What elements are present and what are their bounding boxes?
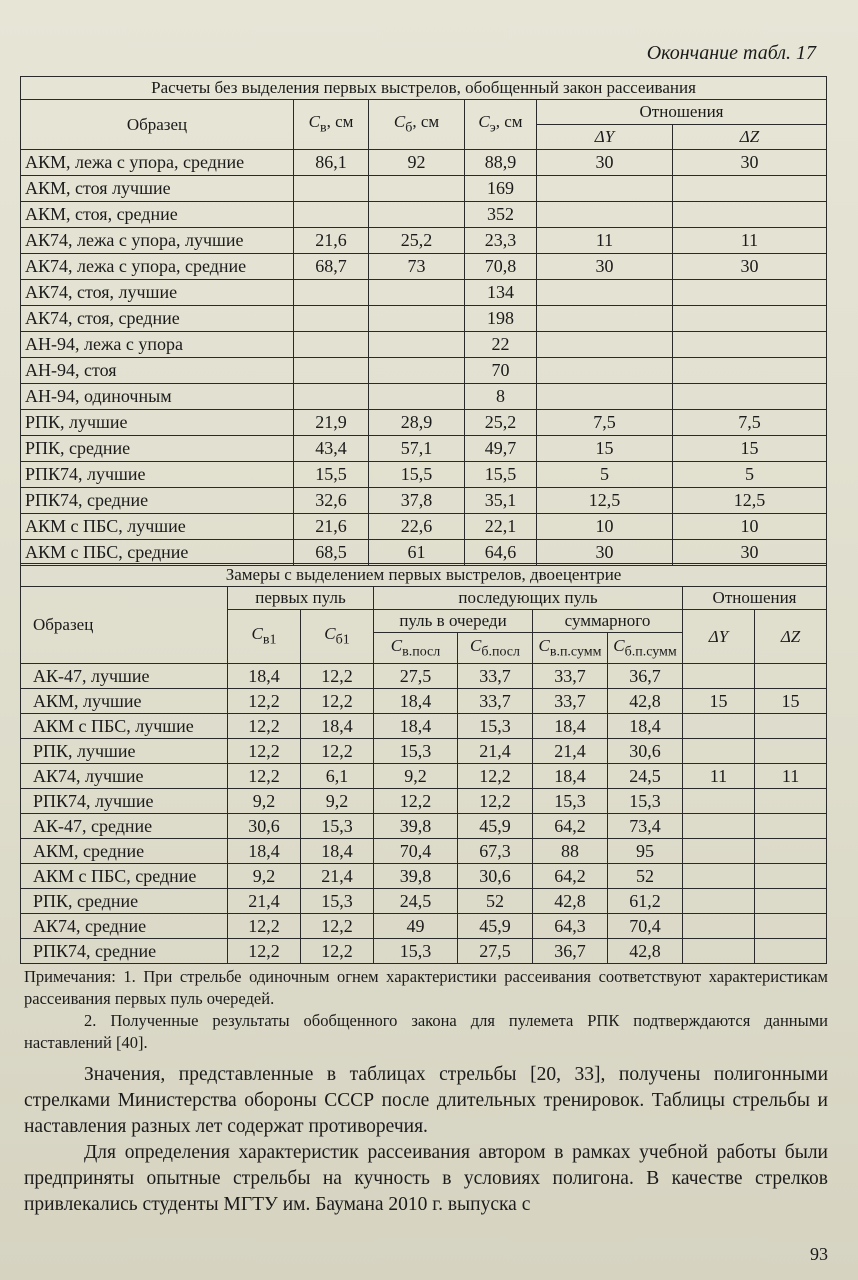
cell-cv: [294, 280, 369, 306]
row-label: РПК74, лучшие: [21, 462, 294, 488]
cell-cvpos: 12,2: [374, 789, 458, 814]
cell-cv: 32,6: [294, 488, 369, 514]
table-row: [21, 436, 827, 462]
cell-dy: [683, 789, 755, 814]
cell-cv1: 9,2: [228, 789, 301, 814]
cell-cbpos: 30,6: [458, 864, 533, 889]
cell-cvsum: 21,4: [533, 739, 608, 764]
cell-dz: 15: [673, 436, 827, 462]
note-2: 2. Полученные результаты обобщенного закона для пулемета РПК подтверждаются данными наставлений [40].: [24, 1011, 828, 1052]
cell-cbpos: 12,2: [458, 764, 533, 789]
cell-dy: [683, 714, 755, 739]
row-label: АК74, лежа с упора, средние: [21, 254, 294, 280]
table-row: [21, 814, 827, 839]
cell-cv: [294, 176, 369, 202]
cell-cb1: 12,2: [301, 914, 374, 939]
cell-cbsum: 73,4: [608, 814, 683, 839]
cell-dz: 5: [673, 462, 827, 488]
table-row: [21, 462, 827, 488]
cell-cvsum: 64,3: [533, 914, 608, 939]
cell-cbsum: 36,7: [608, 664, 683, 689]
cell-dy: [683, 914, 755, 939]
cell-cbsum: 52: [608, 864, 683, 889]
table-row: [21, 358, 827, 384]
cell-cbsum: 24,5: [608, 764, 683, 789]
body-text: [24, 1062, 828, 1218]
cell-dz: [673, 306, 827, 332]
cell-cbsum: 61,2: [608, 889, 683, 914]
table2-header-cb1: $C_{б1}$: [301, 610, 374, 664]
cell-dz: 30: [673, 540, 827, 566]
row-label: АК74, лучшие: [21, 764, 228, 789]
cell-dy: [683, 889, 755, 914]
cell-cv: 21,9: [294, 410, 369, 436]
row-label: РПК74, средние: [21, 488, 294, 514]
cell-ce: 22,1: [465, 514, 537, 540]
row-label: АКМ с ПБС, средние: [21, 864, 228, 889]
table2-header-cvsum: $C_{в.п.сумм}$: [533, 633, 608, 664]
cell-dz: [755, 889, 827, 914]
cell-cbsum: 18,4: [608, 714, 683, 739]
cell-cv: 15,5: [294, 462, 369, 488]
cell-dz: 11: [673, 228, 827, 254]
cell-ce: 134: [465, 280, 537, 306]
cell-cb1: 12,2: [301, 739, 374, 764]
cell-cv1: 18,4: [228, 839, 301, 864]
table-row: [21, 202, 827, 228]
cell-cb1: 9,2: [301, 789, 374, 814]
cell-cv: 86,1: [294, 150, 369, 176]
cell-cvpos: 70,4: [374, 839, 458, 864]
cell-dz: 30: [673, 254, 827, 280]
cell-dz: [673, 202, 827, 228]
cell-cb: [369, 306, 465, 332]
cell-cvsum: 42,8: [533, 889, 608, 914]
cell-cb1: 15,3: [301, 889, 374, 914]
table-row: [21, 664, 827, 689]
cell-cb: 61: [369, 540, 465, 566]
cell-dy: 30: [537, 254, 673, 280]
cell-cbsum: 70,4: [608, 914, 683, 939]
row-label: АКМ, средние: [21, 839, 228, 864]
cell-cbsum: 42,8: [608, 939, 683, 964]
cell-dz: 15: [755, 689, 827, 714]
cell-ce: 70,8: [465, 254, 537, 280]
cell-cv: [294, 358, 369, 384]
table2-header-total: суммарного: [533, 610, 683, 633]
cell-ce: 88,9: [465, 150, 537, 176]
table-row: [21, 689, 827, 714]
cell-cb1: 12,2: [301, 664, 374, 689]
row-label: АК74, средние: [21, 914, 228, 939]
cell-cb1: 18,4: [301, 839, 374, 864]
cell-cb: [369, 176, 465, 202]
cell-cv: [294, 202, 369, 228]
cell-ce: 64,6: [465, 540, 537, 566]
table-row: [21, 839, 827, 864]
cell-ce: 35,1: [465, 488, 537, 514]
row-label: РПК, лучшие: [21, 410, 294, 436]
cell-cb: 37,8: [369, 488, 465, 514]
cell-dz: [755, 864, 827, 889]
table-continuation-caption: Окончание табл. 17: [646, 42, 816, 64]
cell-cvpos: 9,2: [374, 764, 458, 789]
row-label: РПК, средние: [21, 436, 294, 462]
cell-dy: [537, 280, 673, 306]
row-label: РПК74, лучшие: [21, 789, 228, 814]
cell-cbsum: 30,6: [608, 739, 683, 764]
cell-ce: 70: [465, 358, 537, 384]
cell-dy: [683, 739, 755, 764]
cell-cvpos: 15,3: [374, 939, 458, 964]
table-notes: [24, 966, 828, 1054]
cell-dy: 30: [537, 540, 673, 566]
table1-header-ratios: Отношения: [537, 100, 827, 125]
cell-dy: [537, 306, 673, 332]
row-label: АКМ, стоя, средние: [21, 202, 294, 228]
table1-header-sample: Образец: [21, 100, 294, 150]
cell-cvsum: 64,2: [533, 864, 608, 889]
cell-cvpos: 18,4: [374, 689, 458, 714]
cell-cv1: 9,2: [228, 864, 301, 889]
cell-dy: 30: [537, 150, 673, 176]
cell-ce: 198: [465, 306, 537, 332]
cell-dy: [683, 939, 755, 964]
cell-cv1: 12,2: [228, 689, 301, 714]
cell-cv: 68,7: [294, 254, 369, 280]
row-label: АН-94, лежа с упора: [21, 332, 294, 358]
table-row: [21, 789, 827, 814]
table-row: [21, 514, 827, 540]
cell-cbpos: 45,9: [458, 814, 533, 839]
table2-header-cv1: $C_{в1}$: [228, 610, 301, 664]
cell-dz: [673, 176, 827, 202]
table-row: [21, 228, 827, 254]
note-1: Примечания: 1. При стрельбе одиночным огнем характеристики рассеивания соответствуют характеристикам рассеивания первых пуль очередей.: [24, 967, 828, 1008]
cell-cvsum: 36,7: [533, 939, 608, 964]
table1-header-dy: ΔY: [537, 125, 673, 150]
cell-cv1: 12,2: [228, 714, 301, 739]
row-label: АН-94, стоя: [21, 358, 294, 384]
cell-cbpos: 45,9: [458, 914, 533, 939]
row-label: АК74, стоя, средние: [21, 306, 294, 332]
cell-cbpos: 33,7: [458, 664, 533, 689]
cell-cbsum: 95: [608, 839, 683, 864]
cell-dz: [755, 789, 827, 814]
cell-cbpos: 15,3: [458, 714, 533, 739]
table-row: [21, 914, 827, 939]
table-row: [21, 864, 827, 889]
cell-ce: 8: [465, 384, 537, 410]
cell-cvsum: 88: [533, 839, 608, 864]
row-label: АК74, стоя, лучшие: [21, 280, 294, 306]
table2-header-first: первых пуль: [228, 587, 374, 610]
cell-cv1: 21,4: [228, 889, 301, 914]
cell-dz: [673, 280, 827, 306]
cell-cv: [294, 306, 369, 332]
table-row: [21, 764, 827, 789]
cell-cb: 22,6: [369, 514, 465, 540]
table-row: [21, 714, 827, 739]
cell-cb1: 21,4: [301, 864, 374, 889]
cell-cb: [369, 384, 465, 410]
cell-cv1: 12,2: [228, 739, 301, 764]
table2-header-dy: ΔY: [683, 610, 755, 664]
row-label: АКМ с ПБС, лучшие: [21, 514, 294, 540]
cell-dz: [673, 358, 827, 384]
cell-cb: [369, 280, 465, 306]
cell-dy: [537, 332, 673, 358]
cell-ce: 25,2: [465, 410, 537, 436]
cell-dz: 11: [755, 764, 827, 789]
table-row: [21, 410, 827, 436]
cell-dy: 11: [683, 764, 755, 789]
cell-cb: 73: [369, 254, 465, 280]
cell-dy: [537, 202, 673, 228]
table2-header-cbpos: $C_{б.посл}$: [458, 633, 533, 664]
cell-ce: 169: [465, 176, 537, 202]
cell-dy: [537, 176, 673, 202]
cell-cbpos: 12,2: [458, 789, 533, 814]
table-row: [21, 540, 827, 566]
table2-header-subsequent: последующих пуль: [374, 587, 683, 610]
table-row: [21, 254, 827, 280]
cell-cv: 43,4: [294, 436, 369, 462]
cell-cvpos: 39,8: [374, 864, 458, 889]
cell-dz: [755, 739, 827, 764]
cell-cv: 21,6: [294, 228, 369, 254]
table1-header-cv: $C_в$, см: [294, 100, 369, 150]
cell-cvpos: 49: [374, 914, 458, 939]
table2-title: Замеры с выделением первых выстрелов, двоецентрие: [21, 564, 827, 587]
cell-dy: [683, 664, 755, 689]
row-label: АК-47, средние: [21, 814, 228, 839]
cell-cbpos: 27,5: [458, 939, 533, 964]
row-label: РПК74, средние: [21, 939, 228, 964]
cell-cv: 21,6: [294, 514, 369, 540]
cell-cb1: 12,2: [301, 689, 374, 714]
cell-dy: [537, 358, 673, 384]
cell-dy: 15: [537, 436, 673, 462]
row-label: АКМ с ПБС, средние: [21, 540, 294, 566]
cell-cbpos: 21,4: [458, 739, 533, 764]
table-measurements: [20, 563, 827, 964]
cell-cvsum: 64,2: [533, 814, 608, 839]
cell-cbpos: 52: [458, 889, 533, 914]
cell-cbpos: 33,7: [458, 689, 533, 714]
row-label: АКМ с ПБС, лучшие: [21, 714, 228, 739]
cell-cvpos: 27,5: [374, 664, 458, 689]
cell-cv: [294, 332, 369, 358]
cell-dy: 7,5: [537, 410, 673, 436]
cell-cv: [294, 384, 369, 410]
cell-cbsum: 15,3: [608, 789, 683, 814]
cell-cvpos: 24,5: [374, 889, 458, 914]
table-row: [21, 280, 827, 306]
table1-header-ce: $C_э$, см: [465, 100, 537, 150]
cell-cb: 15,5: [369, 462, 465, 488]
cell-dy: 15: [683, 689, 755, 714]
cell-cb: [369, 202, 465, 228]
cell-cv: 68,5: [294, 540, 369, 566]
table1-title: Расчеты без выделения первых выстрелов, обобщенный закон рассеивания: [21, 77, 827, 100]
cell-cbpos: 67,3: [458, 839, 533, 864]
cell-cv1: 30,6: [228, 814, 301, 839]
cell-ce: 49,7: [465, 436, 537, 462]
cell-dz: [755, 814, 827, 839]
cell-cvsum: 18,4: [533, 764, 608, 789]
cell-dz: [673, 384, 827, 410]
cell-dy: 5: [537, 462, 673, 488]
cell-dz: 30: [673, 150, 827, 176]
row-label: АКМ, лежа с упора, средние: [21, 150, 294, 176]
row-label: АКМ, стоя лучшие: [21, 176, 294, 202]
cell-dz: 7,5: [673, 410, 827, 436]
table-row: [21, 939, 827, 964]
cell-dy: [537, 384, 673, 410]
paragraph-1: Значения, представленные в таблицах стрельбы [20, 33], получены полигонными стрелками Министерства обороны СССР после длительных тренировок. Таблицы стрельбы и наставления разных лет содержат противоречия.: [24, 1064, 828, 1137]
cell-cb: [369, 358, 465, 384]
cell-dz: 10: [673, 514, 827, 540]
table-calculations: [20, 76, 827, 566]
cell-dz: [755, 714, 827, 739]
cell-dz: 12,5: [673, 488, 827, 514]
cell-cb1: 6,1: [301, 764, 374, 789]
row-label: РПК, средние: [21, 889, 228, 914]
table2-header-ratios: Отношения: [683, 587, 827, 610]
cell-cb: 92: [369, 150, 465, 176]
page-number: 93: [810, 1244, 828, 1264]
row-label: АКМ, лучшие: [21, 689, 228, 714]
cell-dz: [755, 664, 827, 689]
table-row: [21, 176, 827, 202]
cell-dy: [683, 864, 755, 889]
cell-cvsum: 33,7: [533, 664, 608, 689]
table-row: [21, 889, 827, 914]
cell-cbsum: 42,8: [608, 689, 683, 714]
table2-header-sample: Образец: [21, 587, 228, 664]
cell-ce: 22: [465, 332, 537, 358]
cell-dz: [755, 914, 827, 939]
cell-cb1: 18,4: [301, 714, 374, 739]
cell-cv1: 12,2: [228, 914, 301, 939]
cell-dy: 10: [537, 514, 673, 540]
cell-cvpos: 15,3: [374, 739, 458, 764]
table-row: [21, 332, 827, 358]
cell-cb1: 15,3: [301, 814, 374, 839]
cell-cv1: 12,2: [228, 764, 301, 789]
cell-dz: [755, 939, 827, 964]
cell-cb1: 12,2: [301, 939, 374, 964]
cell-dz: [673, 332, 827, 358]
cell-cb: 57,1: [369, 436, 465, 462]
cell-cb: [369, 332, 465, 358]
table-row: [21, 384, 827, 410]
cell-dy: [683, 839, 755, 864]
cell-cvsum: 15,3: [533, 789, 608, 814]
cell-dy: [683, 814, 755, 839]
cell-cvsum: 33,7: [533, 689, 608, 714]
table2-header-in-burst: пуль в очереди: [374, 610, 533, 633]
table2-header-cvpos: $C_{в.посл}$: [374, 633, 458, 664]
row-label: АН-94, одиночным: [21, 384, 294, 410]
cell-cb: 28,9: [369, 410, 465, 436]
table-row: [21, 306, 827, 332]
table-row: [21, 150, 827, 176]
row-label: РПК, лучшие: [21, 739, 228, 764]
cell-cv1: 18,4: [228, 664, 301, 689]
row-label: АК-47, лучшие: [21, 664, 228, 689]
cell-dz: [755, 839, 827, 864]
cell-cvpos: 18,4: [374, 714, 458, 739]
cell-cb: 25,2: [369, 228, 465, 254]
cell-cvpos: 39,8: [374, 814, 458, 839]
table2-header-cbsum: $C_{б.п.сумм}$: [608, 633, 683, 664]
table2-header-dz: ΔZ: [755, 610, 827, 664]
row-label: АК74, лежа с упора, лучшие: [21, 228, 294, 254]
cell-ce: 23,3: [465, 228, 537, 254]
cell-ce: 15,5: [465, 462, 537, 488]
cell-dy: 11: [537, 228, 673, 254]
cell-dy: 12,5: [537, 488, 673, 514]
table1-header-cb: $C_б$, см: [369, 100, 465, 150]
cell-cvsum: 18,4: [533, 714, 608, 739]
paragraph-2: Для определения характеристик рассеивания автором в рамках учебной работы были предприняты опытные стрельбы на кучность в условиях полигона. В качестве стрелков привлекались студенты МГТУ им. Баумана 2010 г. выпуска с: [24, 1142, 828, 1215]
cell-ce: 352: [465, 202, 537, 228]
table-row: [21, 488, 827, 514]
table-row: [21, 739, 827, 764]
cell-cv1: 12,2: [228, 939, 301, 964]
table1-header-dz: ΔZ: [673, 125, 827, 150]
